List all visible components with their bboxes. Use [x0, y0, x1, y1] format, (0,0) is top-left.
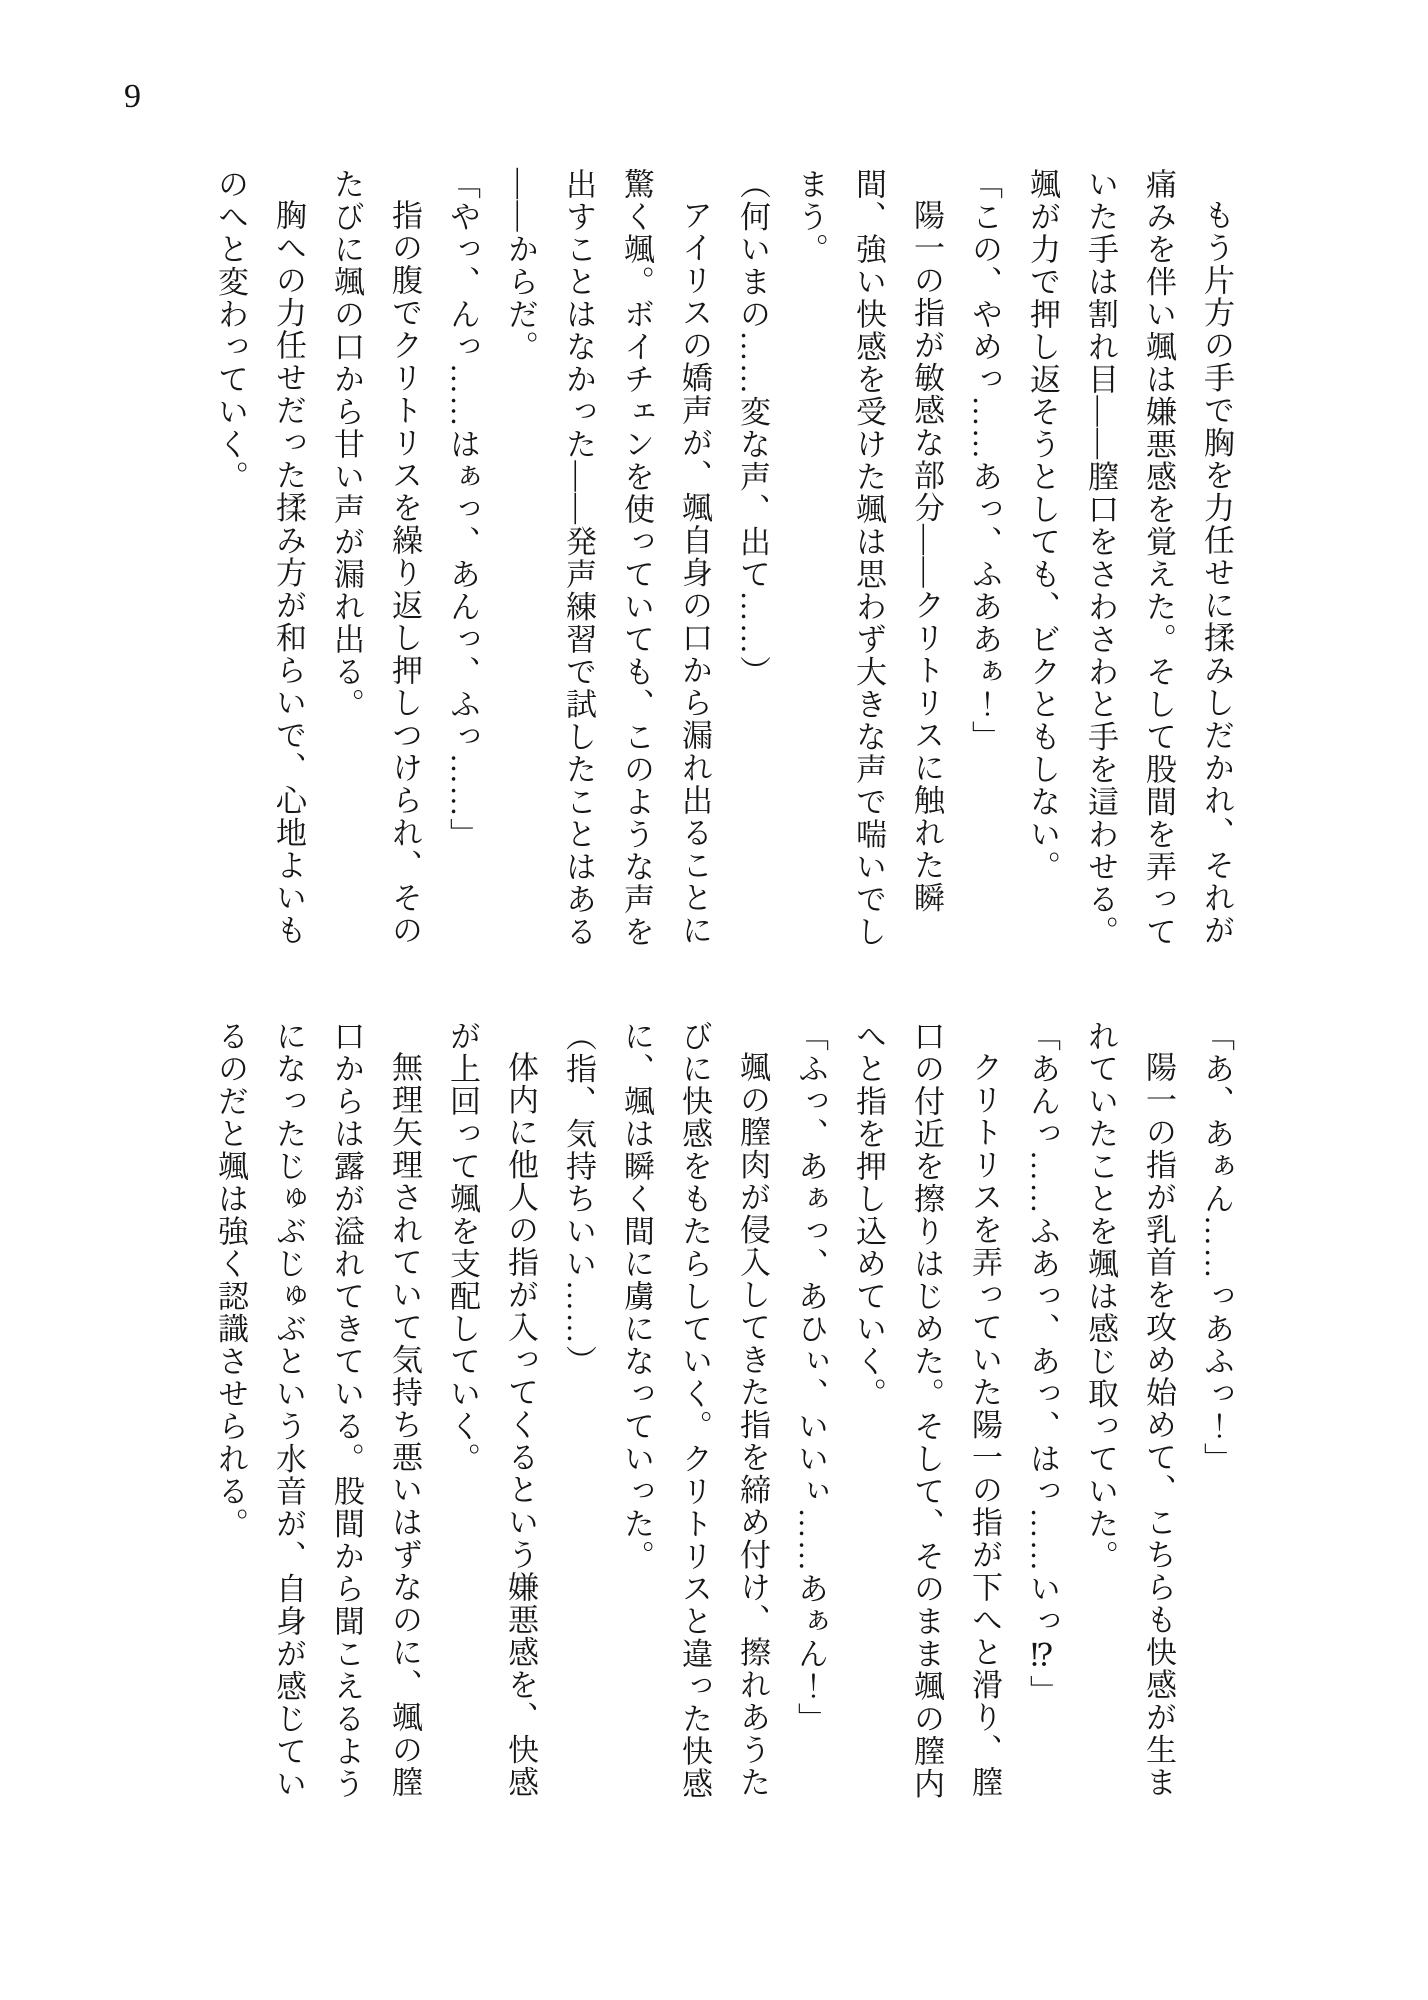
text-line: （何いまの……変な声、出て……） [735, 168, 770, 688]
text-line: 出すことはなかった——発声練習で試したことはある [561, 168, 596, 948]
text-line: のへと変わっていく。 [213, 168, 248, 493]
text-line: クリトリスを弄っていた陽一の指が下へと滑り、膣 [967, 1051, 1002, 1799]
text-line: 陽一の指が敏感な部分——クリトリスに触れた瞬 [909, 199, 944, 914]
text-line: るのだと颯は強く認識させられる。 [213, 1020, 248, 1540]
text-block-top [179, 168, 1245, 968]
text-line: ——からだ。 [503, 168, 538, 363]
text-line: いた手は割れ目——膣口をさわさわと手を這わせる。 [1083, 168, 1118, 948]
text-line: もう片方の手で胸を力任せに揉みしだかれ、それが [1199, 199, 1234, 947]
text-line: 痛みを伴い颯は嫌悪感を覚えた。そして股間を弄って [1141, 168, 1176, 948]
text-line: に、颯は瞬く間に虜になっていった。 [619, 1020, 654, 1573]
text-line: 「この、やめっ……あっ、ふああぁ！」 [967, 168, 1002, 753]
text-line: が上回って颯を支配していく。 [445, 1020, 480, 1475]
text-line: 体内に他人の指が入ってくるという嫌悪感を、快感 [503, 1051, 538, 1799]
text-line: 口からは露が溢れてきている。股間から聞こえるよう [329, 1020, 364, 1800]
page-number: 9 [124, 78, 141, 115]
text-line: になったじゅぶじゅぶという水音が、自身が感じてい [271, 1020, 306, 1800]
text-line: 間、強い快感を受けた颯は思わず大きな声で喘いでし [851, 168, 886, 948]
text-line: 「やっ、んっ……はぁっ、あんっ、ふっ……」 [445, 168, 480, 851]
text-line: 颯の膣肉が侵入してきた指を締め付け、擦れあうた [735, 1051, 770, 1799]
text-line: 驚く颯。ボイチェンを使っていても、このような声を [619, 168, 654, 948]
text-line: 「あんっ……ふあっ、あっ、はっ……いっ⁉」 [1025, 1020, 1060, 1708]
text-line: びに快感をもたらしていく。クリトリスと違った快感 [677, 1020, 712, 1800]
text-line: （指、気持ちいい……） [561, 1020, 596, 1378]
text-line: 「ふっ、あぁっ、あひぃ、いいぃ……あぁん！」 [793, 1020, 828, 1735]
text-line: へと指を押し込めていく。 [851, 1020, 886, 1410]
text-line: 胸への力任せだった揉み方が和らいで、心地よいも [271, 199, 306, 947]
text-line: れていたことを颯は感じ取っていた。 [1083, 1020, 1118, 1573]
text-line: 陽一の指が乳首を攻め始めて、こちらも快感が生ま [1141, 1051, 1176, 1799]
text-line: たびに颯の口から甘い声が漏れ出る。 [329, 168, 364, 721]
text-block-bottom [179, 1020, 1245, 1820]
text-line: 口の付近を擦りはじめた。そして、そのまま颯の膣内 [909, 1020, 944, 1800]
text-line: 颯が力で押し返そうとしても、ビクともしない。 [1025, 168, 1060, 883]
text-line: アイリスの嬌声が、颯自身の口から漏れ出ることに [677, 199, 712, 947]
text-line: 無理矢理されていて気持ち悪いはずなのに、颯の膣 [387, 1051, 422, 1799]
text-line: 指の腹でクリトリスを繰り返し押しつけられ、その [387, 199, 422, 947]
text-line: 「あ、あぁん……っあふっ！」 [1199, 1020, 1234, 1475]
text-line: まう。 [793, 168, 828, 266]
